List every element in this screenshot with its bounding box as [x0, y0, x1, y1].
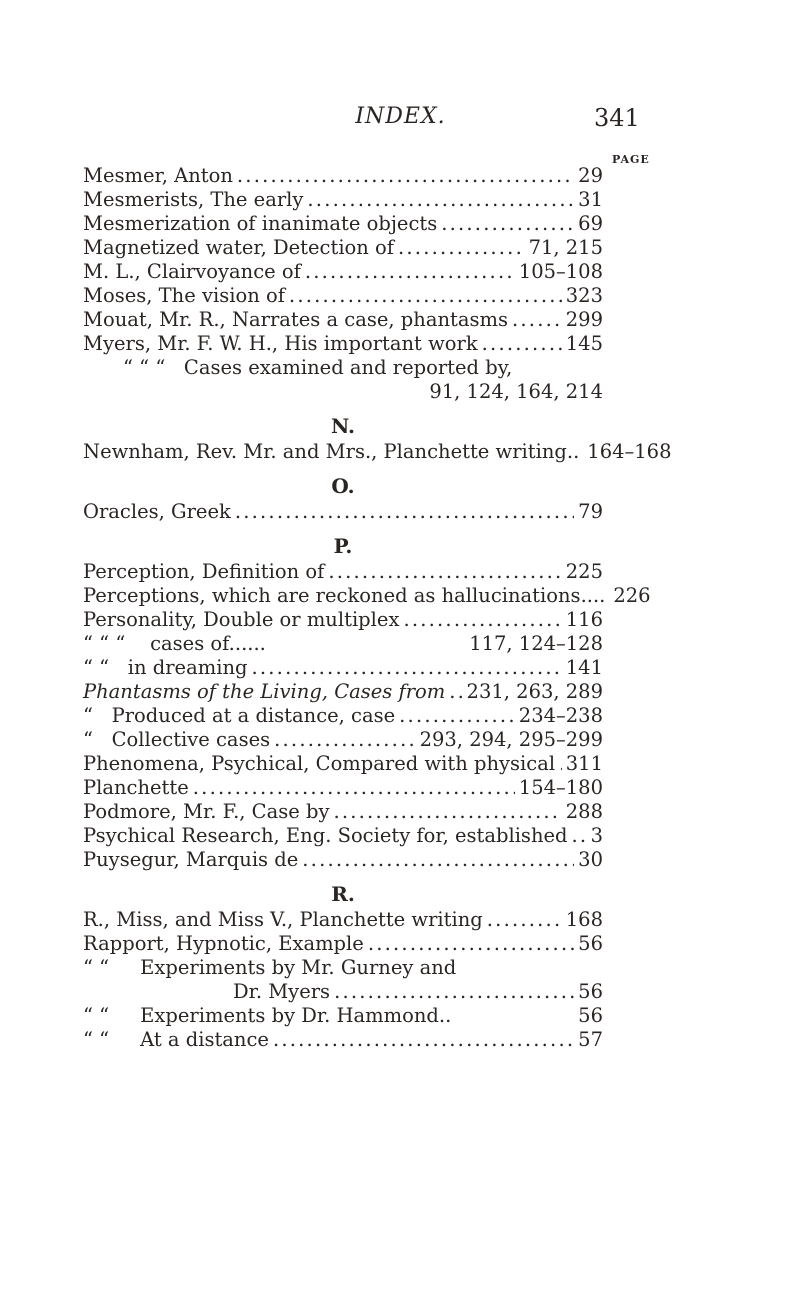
index-entry: Perception, Definition of . . . 225 — [83, 560, 603, 584]
ditto-marks: “ — [83, 728, 93, 751]
index-entry: Personality, Double or multiplex . . . 116 — [83, 608, 603, 632]
index-entry: Dr. Myers . . . 56 — [83, 980, 603, 1004]
ditto-marks: “ “ “ — [123, 356, 166, 379]
index-entry: “ Produced at a distance, case . . . 234–238 — [83, 704, 603, 728]
index-entry: Phenomena, Psychical, Compared with physical . . . 311 — [83, 752, 603, 776]
ditto-marks: “ “ — [83, 1004, 110, 1027]
index-entry: Moses, The vision of . . . 323 — [83, 284, 603, 308]
index-entry: Rapport, Hypnotic, Example . . . 56 — [83, 932, 603, 956]
page-column-heading: PAGE — [612, 153, 650, 166]
section-letter-p: P. — [333, 534, 353, 558]
index-entry: Phantasms of the Living, Cases from . . . 231, 263, 289 — [83, 680, 603, 704]
index-entry: Planchette . . . 154–180 — [83, 776, 603, 800]
section-letter-o: O. — [331, 474, 355, 498]
ditto-marks: “ “ — [83, 656, 110, 679]
section-letter-n: N. — [331, 414, 355, 438]
index-entry: Mesmerists, The early . . . 31 — [83, 188, 603, 212]
index-entry: Perceptions, which are reckoned as hallucinations.... 226 — [83, 584, 651, 607]
running-title: INDEX. — [355, 104, 446, 129]
index-entry: Mouat, Mr. R., Narrates a case, phantasms . . . 299 — [83, 308, 603, 332]
index-entry-continuation: 91, 124, 164, 214 — [429, 380, 603, 403]
index-entry: M. L., Clairvoyance of . . . 105–108 — [83, 260, 603, 284]
ditto-marks: “ “ — [83, 956, 110, 979]
ditto-marks: “ “ — [83, 1028, 110, 1051]
ditto-marks: “ “ “ — [83, 632, 126, 655]
index-entry: Magnetized water, Detection of . . . 71, 215 — [83, 236, 603, 260]
index-entry: Mesmer, Anton . . . 29 — [83, 164, 603, 188]
index-entry: “ “ At a distance . . . 57 — [83, 1028, 603, 1052]
index-entry: Puysegur, Marquis de . . . 30 — [83, 848, 603, 872]
index-entry: “ “ “ cases of...... 117, 124–128 — [83, 632, 603, 655]
ditto-marks: “ — [83, 704, 93, 727]
index-entry: Psychical Research, Eng. Society for, established . . . 3 — [83, 824, 603, 848]
section-letter-r: R. — [331, 882, 355, 906]
index-entry: Newnham, Rev. Mr. and Mrs., Planchette writing.. 164–168 — [83, 440, 672, 463]
index-entry: “ “ “ Cases examined and reported by, — [123, 356, 513, 379]
index-entry: Mesmerization of inanimate objects . . . 69 — [83, 212, 603, 236]
index-entry: “ “ Experiments by Dr. Hammond.. 56 — [83, 1004, 603, 1027]
index-entries — [83, 164, 672, 1052]
index-entry: “ “ Experiments by Mr. Gurney and — [83, 956, 457, 979]
index-entry: Myers, Mr. F. W. H., His important work . . . 145 — [83, 332, 603, 356]
index-entry: “ “ in dreaming . . . 141 — [83, 656, 603, 680]
index-entry: “ Collective cases . . . 293, 294, 295–299 — [83, 728, 603, 752]
index-entry: Oracles, Greek . . . 79 — [83, 500, 603, 524]
index-entry: Podmore, Mr. F., Case by . . . 288 — [83, 800, 603, 824]
index-entry: R., Miss, and Miss V., Planchette writing . . . 168 — [83, 908, 603, 932]
page-number: 341 — [594, 104, 640, 132]
